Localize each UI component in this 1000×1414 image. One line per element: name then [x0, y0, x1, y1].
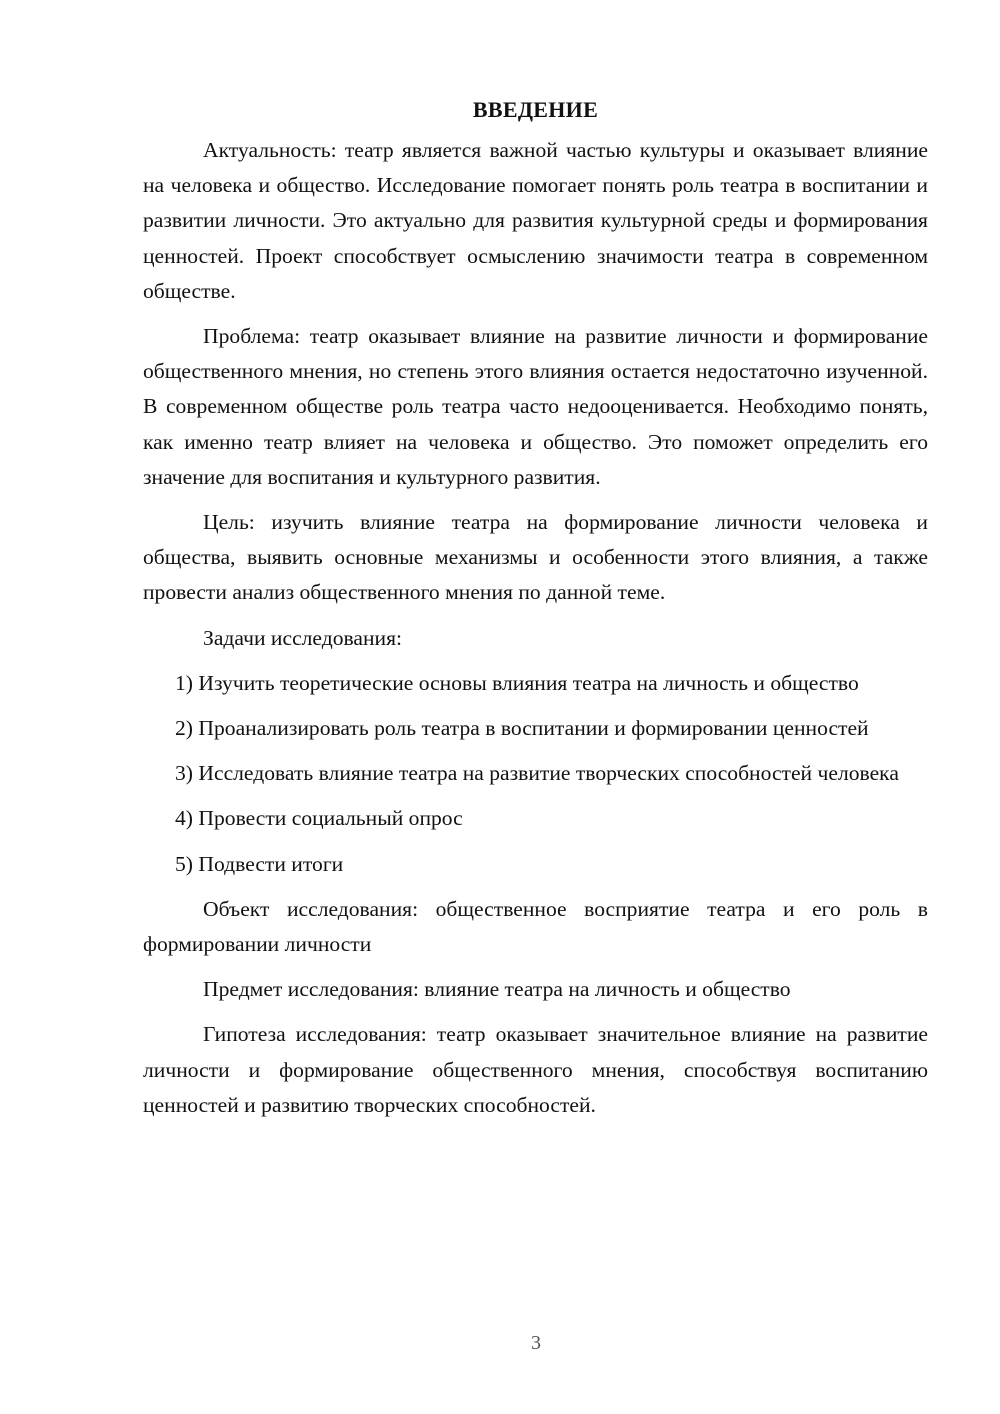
list-item: 1) Изучить теоретические основы влияния театра на личность и общество [175, 670, 859, 695]
list-item: 2) Проанализировать роль театра в воспитании и формировании ценностей [175, 716, 869, 741]
goal-paragraph: Цель: изучить влияние театра на формирование личности человека и общества, выявить основные механизмы и особенности этого влияния, а также провести анализ общественного мнения по данной теме. [143, 510, 928, 605]
page-title: ВВЕДЕНИЕ [472, 97, 599, 122]
tasks-list [143, 666, 928, 882]
document-page [143, 92, 928, 1133]
list-item: 3) Исследовать влияние театра на развитие творческих способностей человека [175, 761, 899, 786]
list-item: 5) Подвести итоги [175, 851, 344, 876]
hypothesis-paragraph: Гипотеза исследования: театр оказывает значительное влияние на развитие личности и формирование общественного мнения, способствуя воспитанию ценностей и развитию творческих способностей. [143, 1022, 928, 1117]
list-item: 4) Провести социальный опрос [175, 806, 463, 831]
page-number: 3 [531, 1332, 541, 1354]
tasks-heading: Задачи исследования: [203, 625, 403, 650]
object-paragraph: Объект исследования: общественное восприятие театра и его роль в формировании личности [143, 896, 928, 957]
problem-paragraph: Проблема: театр оказывает влияние на развитие личности и формирование общественного мнения, но степень этого влияния остается недостаточно изученной. В современном обществе роль театра часто недооценивается. Необходимо понять, как именно театр влияет на человека и общество. Это поможет определить его значение для воспитания и культурного развития. [143, 324, 928, 489]
subject-paragraph: Предмет исследования: влияние театра на личность и общество [203, 977, 791, 1002]
relevance-paragraph: Актуальность: театр является важной частью культуры и оказывает влияние на человека и общество. Исследование помогает понять роль театра в воспитании и развитии личности. Это актуально для развития культурной среды и формирования ценностей. Проект способствует осмыслению значимости театра в современном обществе. [143, 138, 928, 303]
